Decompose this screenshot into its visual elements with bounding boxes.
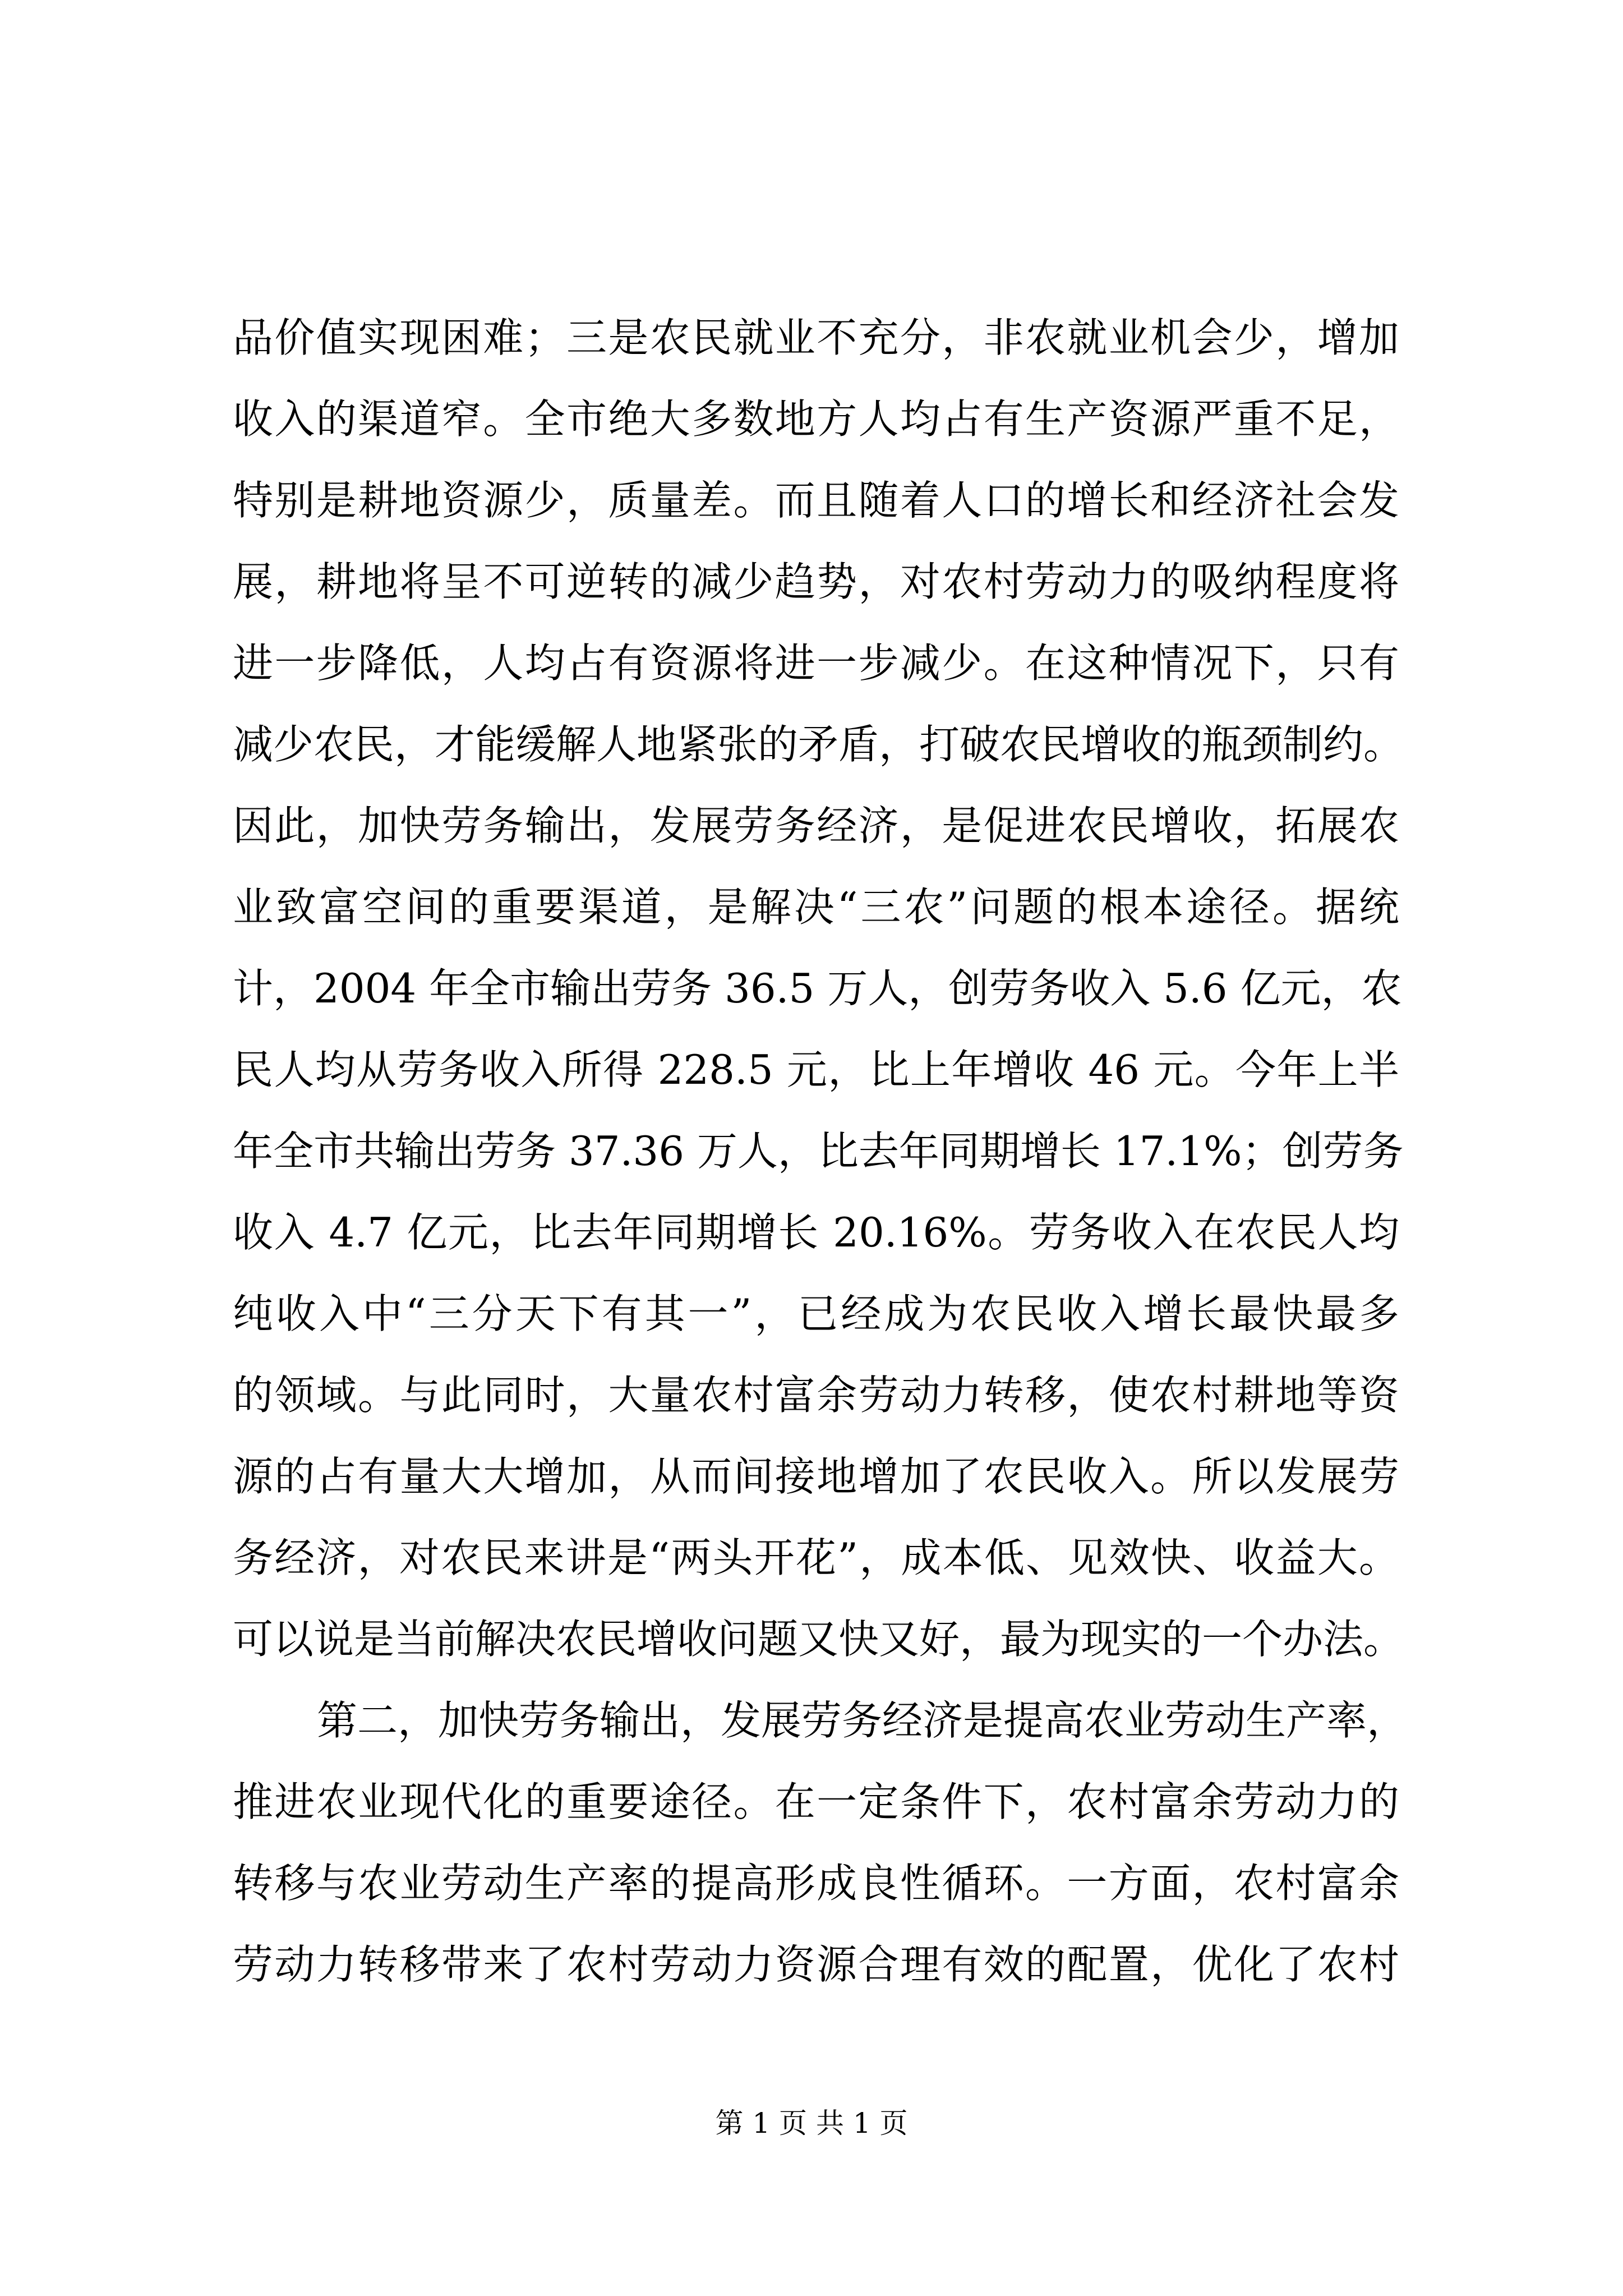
text-line: 的领域。与此同时，大量农村富余劳动力转移，使农村耕地等资 bbox=[233, 1372, 1399, 1419]
text-line: 纯收入中“三分天下有其一”，已经成为农民收入增长最快最多 bbox=[233, 1290, 1399, 1337]
text-line: 务经济，对农民来讲是“两头开花”，成本低、见效快、收益大。 bbox=[233, 1534, 1399, 1581]
paragraph-end-line: 可以说是当前解决农民增收问题又快又好，最为现实的一个办法。 bbox=[233, 1616, 1404, 1663]
text-line: 因此，加快劳务输出，发展劳务经济，是促进农民增收，拓展农 bbox=[233, 802, 1399, 849]
text-line: 年全市共输出劳务 37.36 万人，比去年同期增长 17.1%；创劳务 bbox=[233, 1128, 1404, 1175]
text-line: 进一步降低，人均占有资源将进一步减少。在这种情况下，只有 bbox=[233, 639, 1399, 687]
page-number-footer: 第 1 页 共 1 页 bbox=[715, 2107, 908, 2139]
text-line: 转移与农业劳动生产率的提高形成良性循环。一方面，农村富余 bbox=[233, 1860, 1399, 1907]
text-line: 收入的渠道窄。全市绝大多数地方人均占有生产资源严重不足， bbox=[233, 395, 1399, 443]
text-line: 收入 4.7 亿元，比去年同期增长 20.16%。劳务收入在农民人均 bbox=[233, 1209, 1399, 1256]
paragraph-start-line: 第二，加快劳务输出，发展劳务经济是提高农业劳动生产率， bbox=[317, 1697, 1408, 1744]
text-line: 劳动力转移带来了农村劳动力资源合理有效的配置，优化了农村 bbox=[233, 1941, 1399, 1988]
text-line: 源的占有量大大增加，从而间接地增加了农民收入。所以发展劳 bbox=[233, 1453, 1399, 1500]
text-line: 推进农业现代化的重要途径。在一定条件下，农村富余劳动力的 bbox=[233, 1778, 1399, 1825]
text-line: 计，2004 年全市输出劳务 36.5 万人，创劳务收入 5.6 亿元，农 bbox=[233, 965, 1402, 1012]
text-line: 减少农民，才能缓解人地紧张的矛盾，打破农民增收的瓶颈制约。 bbox=[233, 721, 1404, 768]
text-line: 展，耕地将呈不可逆转的减少趋势，对农村劳动力的吸纳程度将 bbox=[233, 558, 1399, 605]
text-line: 民人均从劳务收入所得 228.5 元，比上年增收 46 元。今年上半 bbox=[233, 1046, 1399, 1093]
text-line: 特别是耕地资源少，质量差。而且随着人口的增长和经济社会发 bbox=[233, 477, 1399, 524]
body-text bbox=[233, 297, 1408, 2005]
text-line: 业致富空间的重要渠道，是解决“三农”问题的根本途径。据统 bbox=[233, 884, 1399, 931]
text-line: 品价值实现困难；三是农民就业不充分，非农就业机会少，增加 bbox=[233, 314, 1399, 361]
